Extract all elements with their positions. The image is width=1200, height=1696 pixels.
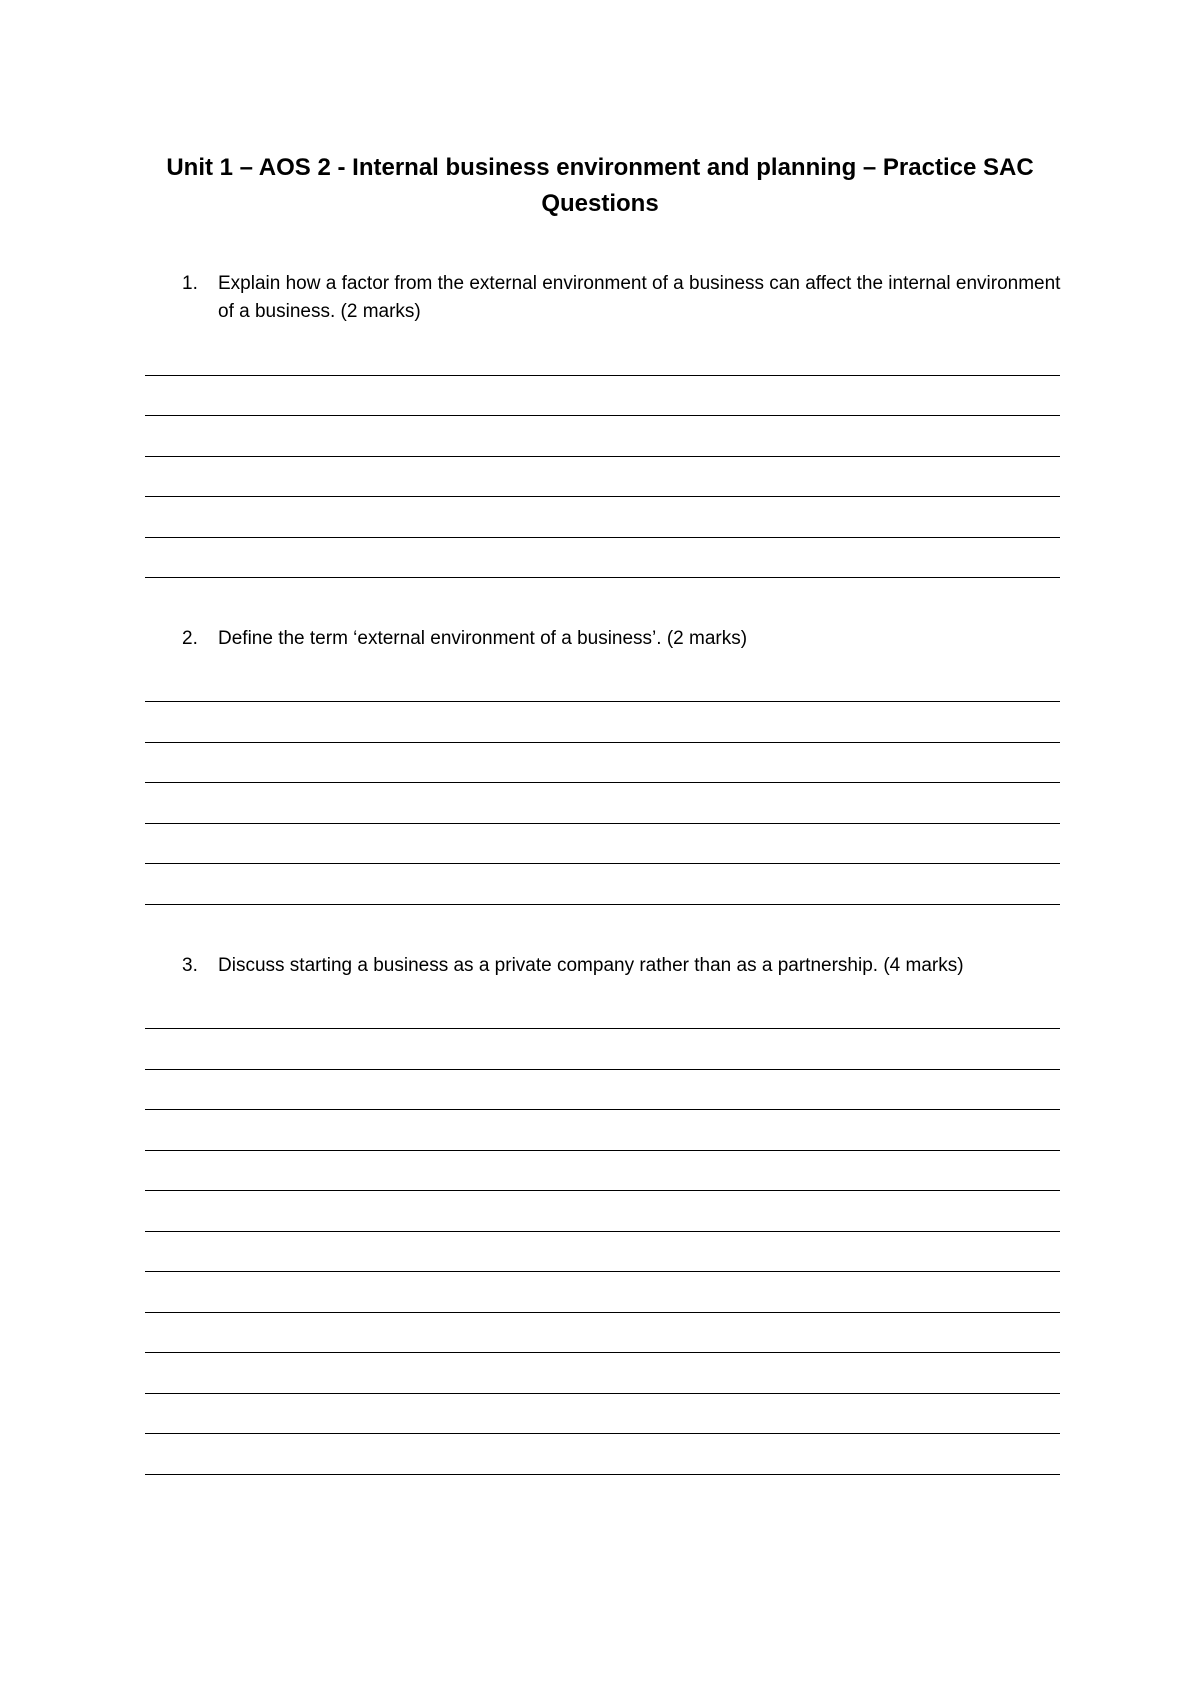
answer-line[interactable] (145, 1028, 1060, 1029)
question-number: 2. (182, 628, 198, 649)
answer-line[interactable] (145, 1393, 1060, 1394)
question-number: 3. (182, 955, 198, 976)
answer-line[interactable] (145, 823, 1060, 824)
answer-line[interactable] (145, 1271, 1060, 1272)
answer-line[interactable] (145, 1109, 1060, 1110)
answer-line[interactable] (145, 701, 1060, 702)
question-text: Explain how a factor from the external environment of a business can affect the internal environment of a business. (2 marks) (218, 273, 1061, 322)
answer-line[interactable] (145, 1069, 1060, 1070)
question-1 (182, 270, 1062, 326)
answer-line[interactable] (145, 1190, 1060, 1191)
question-3 (182, 952, 1062, 980)
answer-line[interactable] (145, 863, 1060, 864)
question-number: 1. (182, 273, 198, 294)
answer-line[interactable] (145, 1231, 1060, 1232)
answer-line[interactable] (145, 375, 1060, 376)
question-text: Define the term ‘external environment of a business’. (2 marks) (218, 628, 748, 649)
answer-line[interactable] (145, 577, 1060, 578)
answer-line[interactable] (145, 1150, 1060, 1151)
answer-line[interactable] (145, 1433, 1060, 1434)
answer-line[interactable] (145, 1474, 1060, 1475)
answer-line[interactable] (145, 782, 1060, 783)
answer-line[interactable] (145, 496, 1060, 497)
question-2 (182, 625, 1062, 653)
answer-line[interactable] (145, 1352, 1060, 1353)
question-text: Discuss starting a business as a private company rather than as a partnership. (4 marks) (218, 955, 964, 976)
page-title: Unit 1 – AOS 2 - Internal business environment and planning – Practice SAC Questions (166, 154, 1034, 217)
answer-line[interactable] (145, 742, 1060, 743)
answer-line[interactable] (145, 904, 1060, 905)
answer-line[interactable] (145, 415, 1060, 416)
answer-line[interactable] (145, 1312, 1060, 1313)
answer-line[interactable] (145, 537, 1060, 538)
answer-line[interactable] (145, 456, 1060, 457)
